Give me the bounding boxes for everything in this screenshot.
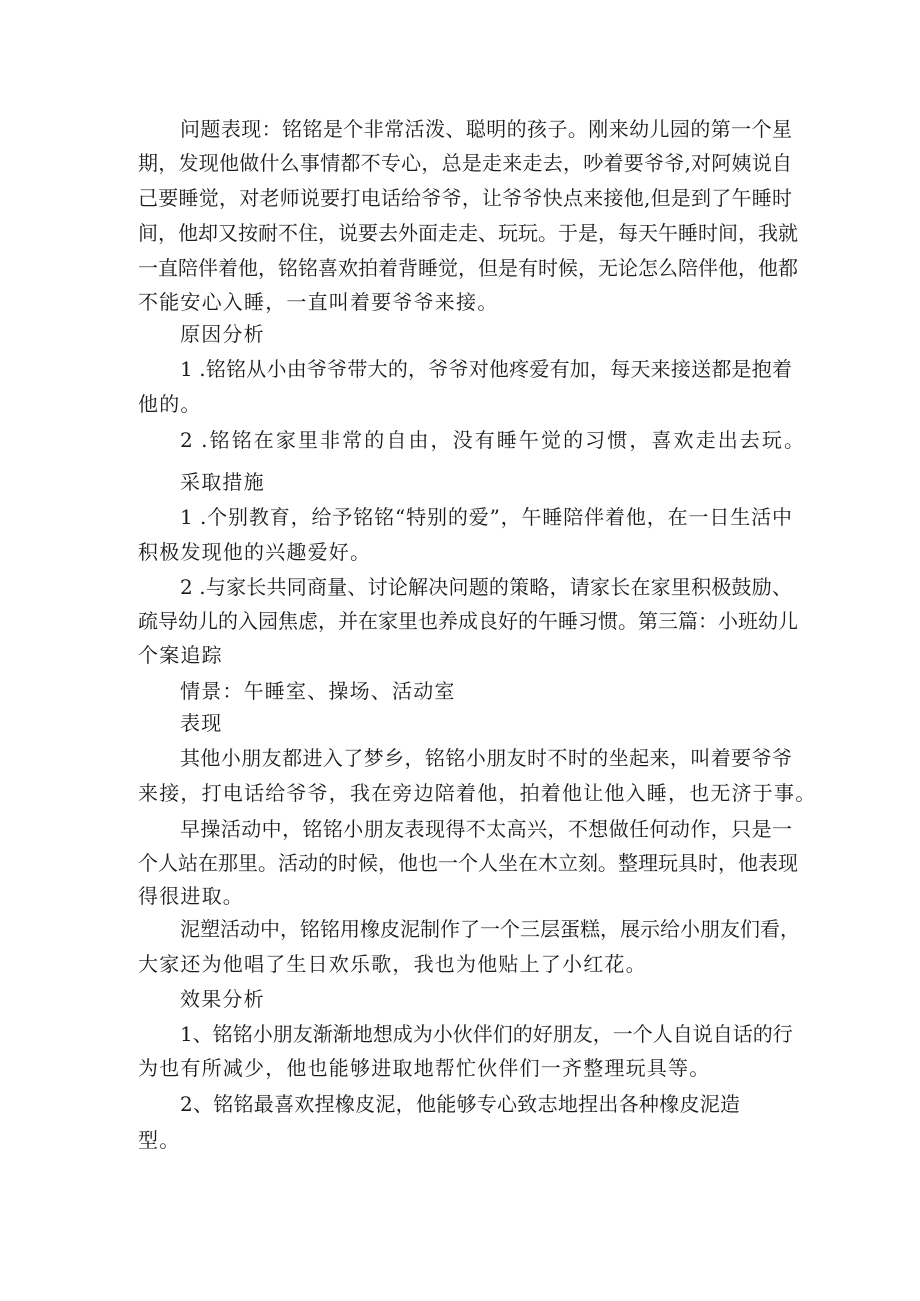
paragraph-line: 他的。 [138,392,202,416]
paragraph-line: 己要睡觉，对老师说要打电话给爷爷，让爷爷快点来接他,但是到了午睡时 [138,186,792,210]
paragraph-line: 来接，打电话给爷爷，我在旁边陪着他，拍着他让他入睡，也无济于事。 [138,781,817,805]
paragraph-line: 型。 [138,1128,181,1152]
paragraph-line: 1 .铭铭从小由爷爷带大的，爷爷对他疼爱有加，每天来接送都是抱着 [180,357,792,381]
paragraph-line: 泥塑活动中，铭铭用橡皮泥制作了一个三层蛋糕，展示给小朋友们看， [180,917,800,941]
paragraph-line: 其他小朋友都进入了梦乡，铭铭小朋友时不时的坐起来，叫着要爷爷 [180,746,792,770]
section-heading: 采取措施 [180,470,265,494]
paragraph-line: 不能安心入睡，一直叫着要爷爷来接。 [138,290,499,314]
paragraph-line: 一直陪伴着他，铭铭喜欢拍着背睡觉，但是有时候，无论怎么陪伴他，他都 [138,256,798,280]
paragraph-line: 期，发现他做什么事情都不专心，总是走来走去，吵着要爷爷,对阿姨说自 [138,151,792,175]
section-heading: 效果分析 [180,987,265,1011]
paragraph-line: 为也有所减少，他也能够进取地帮忙伙伴们一齐整理玩具等。 [138,1056,711,1080]
section-heading: 原因分析 [180,322,265,346]
paragraph-line: 2 .铭铭在家里非常的自由，没有睡午觉的习惯，喜欢走出去玩。 [180,428,804,452]
paragraph-line: 早操活动中，铭铭小朋友表现得不太高兴，不想做任何动作，只是一 [180,817,792,841]
paragraph-line: 1、铭铭小朋友渐渐地想成为小伙伴们的好朋友，一个人自说自话的行 [180,1022,793,1046]
paragraph-line: 间，他却又按耐不住，说要去外面走走、玩玩。于是，每天午睡时间，我就 [138,221,798,245]
paragraph-line: 疏导幼儿的入园焦虑，并在家里也养成良好的午睡习惯。第三篇：小班幼儿 [138,609,798,633]
section-heading: 表现 [180,711,223,735]
paragraph-line: 2 .与家长共同商量、讨论解决问题的策略，请家长在家里积极鼓励、 [180,575,792,599]
paragraph-line: 个案追踪 [138,643,223,667]
paragraph-line: 2、铭铭最喜欢捏橡皮泥，他能够专心致志地捏出各种橡皮泥造 [180,1092,740,1116]
paragraph-line: 1 .个别教育，给予铭铭“特别的爱”，午睡陪伴着他，在一日生活中 [180,505,792,529]
paragraph-line: 问题表现：铭铭是个非常活泼、聪明的孩子。刚来幼儿园的第一个星 [180,117,792,141]
scene-line: 情景：午睡室、操场、活动室 [180,679,456,703]
paragraph-line: 得很进取。 [138,884,244,908]
paragraph-line: 个人站在那里。活动的时候，他也一个人坐在木立刻。整理玩具时，他表现 [138,851,798,875]
paragraph-line: 积极发现他的兴趣爱好。 [138,540,372,564]
paragraph-line: 大家还为他唱了生日欢乐歌，我也为他贴上了小红花。 [138,952,647,976]
